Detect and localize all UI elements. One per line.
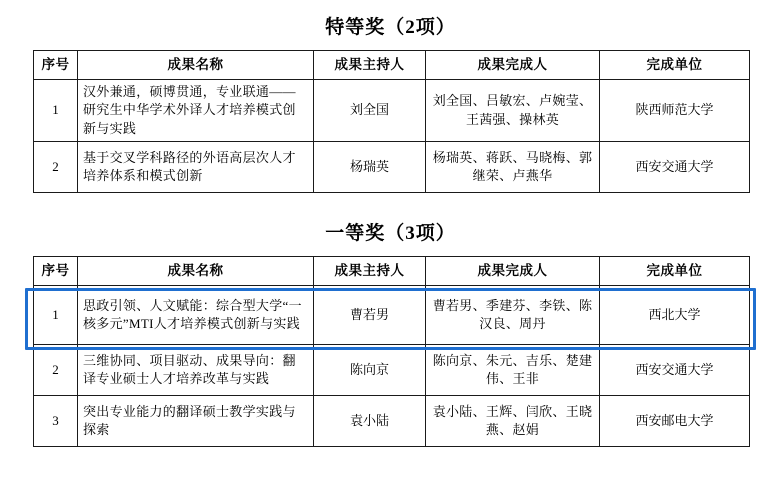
column-header-name: 成果名称 — [78, 51, 314, 80]
table-first-prize — [33, 256, 750, 447]
section-heading-first-prize: 一等奖（3项） — [325, 223, 456, 244]
column-header-host: 成果主持人 — [314, 51, 426, 80]
cell-members: 杨瑞英、蒋跃、马晓梅、郭继荣、卢燕华 — [426, 142, 600, 193]
cell-name: 三维协同、项目驱动、成果导向：翻译专业硕士人才培养改革与实践 — [78, 345, 314, 396]
table-row — [34, 80, 750, 142]
cell-host: 杨瑞英 — [314, 142, 426, 193]
table-row — [34, 345, 750, 396]
cell-name: 汉外兼通，硕博贯通，专业联通——研究生中华学术外译人才培养模式创新与实践 — [78, 80, 314, 142]
table-row — [34, 396, 750, 447]
cell-index: 2 — [34, 142, 78, 193]
table-header-row — [34, 51, 750, 80]
cell-members: 刘全国、吕敏宏、卢婉莹、王茜强、操林英 — [426, 80, 600, 142]
cell-members: 陈向京、朱元、吉乐、楚建伟、王非 — [426, 345, 600, 396]
cell-index: 2 — [34, 345, 78, 396]
cell-name: 基于交叉学科路径的外语高层次人才培养体系和模式创新 — [78, 142, 314, 193]
column-header-index: 序号 — [34, 51, 78, 80]
column-header-members: 成果完成人 — [426, 257, 600, 286]
cell-index: 1 — [34, 286, 78, 345]
cell-host: 陈向京 — [314, 345, 426, 396]
cell-name: 思政引领、人文赋能：综合型大学“一核多元”MTI人才培养模式创新与实践 — [78, 286, 314, 345]
table-row-highlighted — [34, 286, 750, 345]
table-row — [34, 142, 750, 193]
cell-index: 3 — [34, 396, 78, 447]
cell-members: 曹若男、季建芬、李铁、陈汉良、周丹 — [426, 286, 600, 345]
cell-unit: 西安交通大学 — [600, 142, 750, 193]
column-header-unit: 完成单位 — [600, 51, 750, 80]
table-header-row — [34, 257, 750, 286]
cell-unit: 西安邮电大学 — [600, 396, 750, 447]
cell-name: 突出专业能力的翻译硕士教学实践与探索 — [78, 396, 314, 447]
cell-unit: 陕西师范大学 — [600, 80, 750, 142]
cell-index: 1 — [34, 80, 78, 142]
section-heading-special-award: 特等奖（2项） — [325, 17, 456, 38]
cell-host: 袁小陆 — [314, 396, 426, 447]
column-header-host: 成果主持人 — [314, 257, 426, 286]
column-header-index: 序号 — [34, 257, 78, 286]
cell-unit: 西北大学 — [600, 286, 750, 345]
column-header-members: 成果完成人 — [426, 51, 600, 80]
cell-host: 刘全国 — [314, 80, 426, 142]
cell-unit: 西安交通大学 — [600, 345, 750, 396]
column-header-unit: 完成单位 — [600, 257, 750, 286]
table-special-award — [33, 50, 750, 193]
column-header-name: 成果名称 — [78, 257, 314, 286]
cell-members: 袁小陆、王辉、闫欣、王晓燕、赵娟 — [426, 396, 600, 447]
cell-host: 曹若男 — [314, 286, 426, 345]
